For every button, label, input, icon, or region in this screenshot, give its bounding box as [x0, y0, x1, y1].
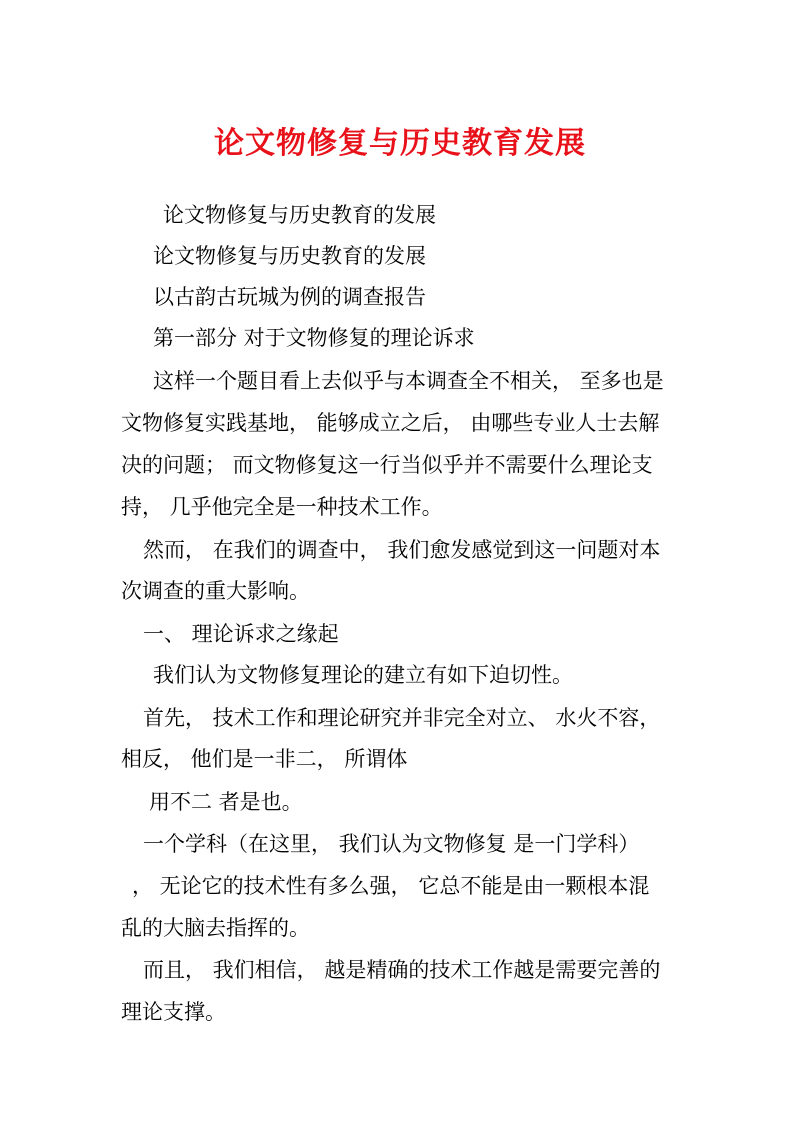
text-line: 次调查的重大影响。 [121, 579, 310, 603]
text-line: 论文物修复与历史教育的发展 [153, 244, 426, 268]
text-line: 文物修复实践基地， 能够成立之后， 由哪些专业人士去解 [121, 411, 660, 435]
text-line: 第一部分 对于文物修复的理论诉求 [153, 326, 475, 350]
text-line: 然而， 在我们的调查中， 我们愈发感觉到这一问题对本 [143, 538, 661, 562]
text-line: 以古韵古玩城为例的调查报告 [153, 285, 426, 309]
text-line: 而且， 我们相信， 越是精确的技术工作越是需要完善的 [143, 958, 661, 982]
text-line: 一、 理论诉求之缘起 [143, 622, 339, 646]
text-line: ， 无论它的技术性有多么强， 它总不能是由一颗根本混 [132, 874, 650, 898]
text-line: 决的问题； 而文物修复这一行当似乎并不需要什么理论支 [121, 453, 653, 477]
text-line: 论文物修复与历史教育的发展 [163, 203, 436, 227]
text-line: 乱的大脑去指挥的。 [121, 916, 310, 940]
text-line: 持， 几乎他完全是一种技术工作。 [121, 495, 443, 519]
text-line: 理论支撑。 [121, 1000, 226, 1024]
text-line: 我们认为文物修复理论的建立有如下迫切性。 [153, 663, 573, 687]
text-line: 这样一个题目看上去似乎与本调查全不相关， 至多也是 [153, 369, 664, 393]
text-line: 相反， 他们是一非二， 所谓体 [121, 747, 408, 771]
text-line: 首先， 技术工作和理论研究并非完全对立、 水火不容， [143, 706, 661, 730]
document-title: 论文物修复与历史教育发展 [214, 126, 586, 161]
text-line: 一个学科（在这里， 我们认为文物修复 是一门学科） [143, 832, 640, 856]
text-line: 用不二 者是也。 [149, 790, 303, 814]
